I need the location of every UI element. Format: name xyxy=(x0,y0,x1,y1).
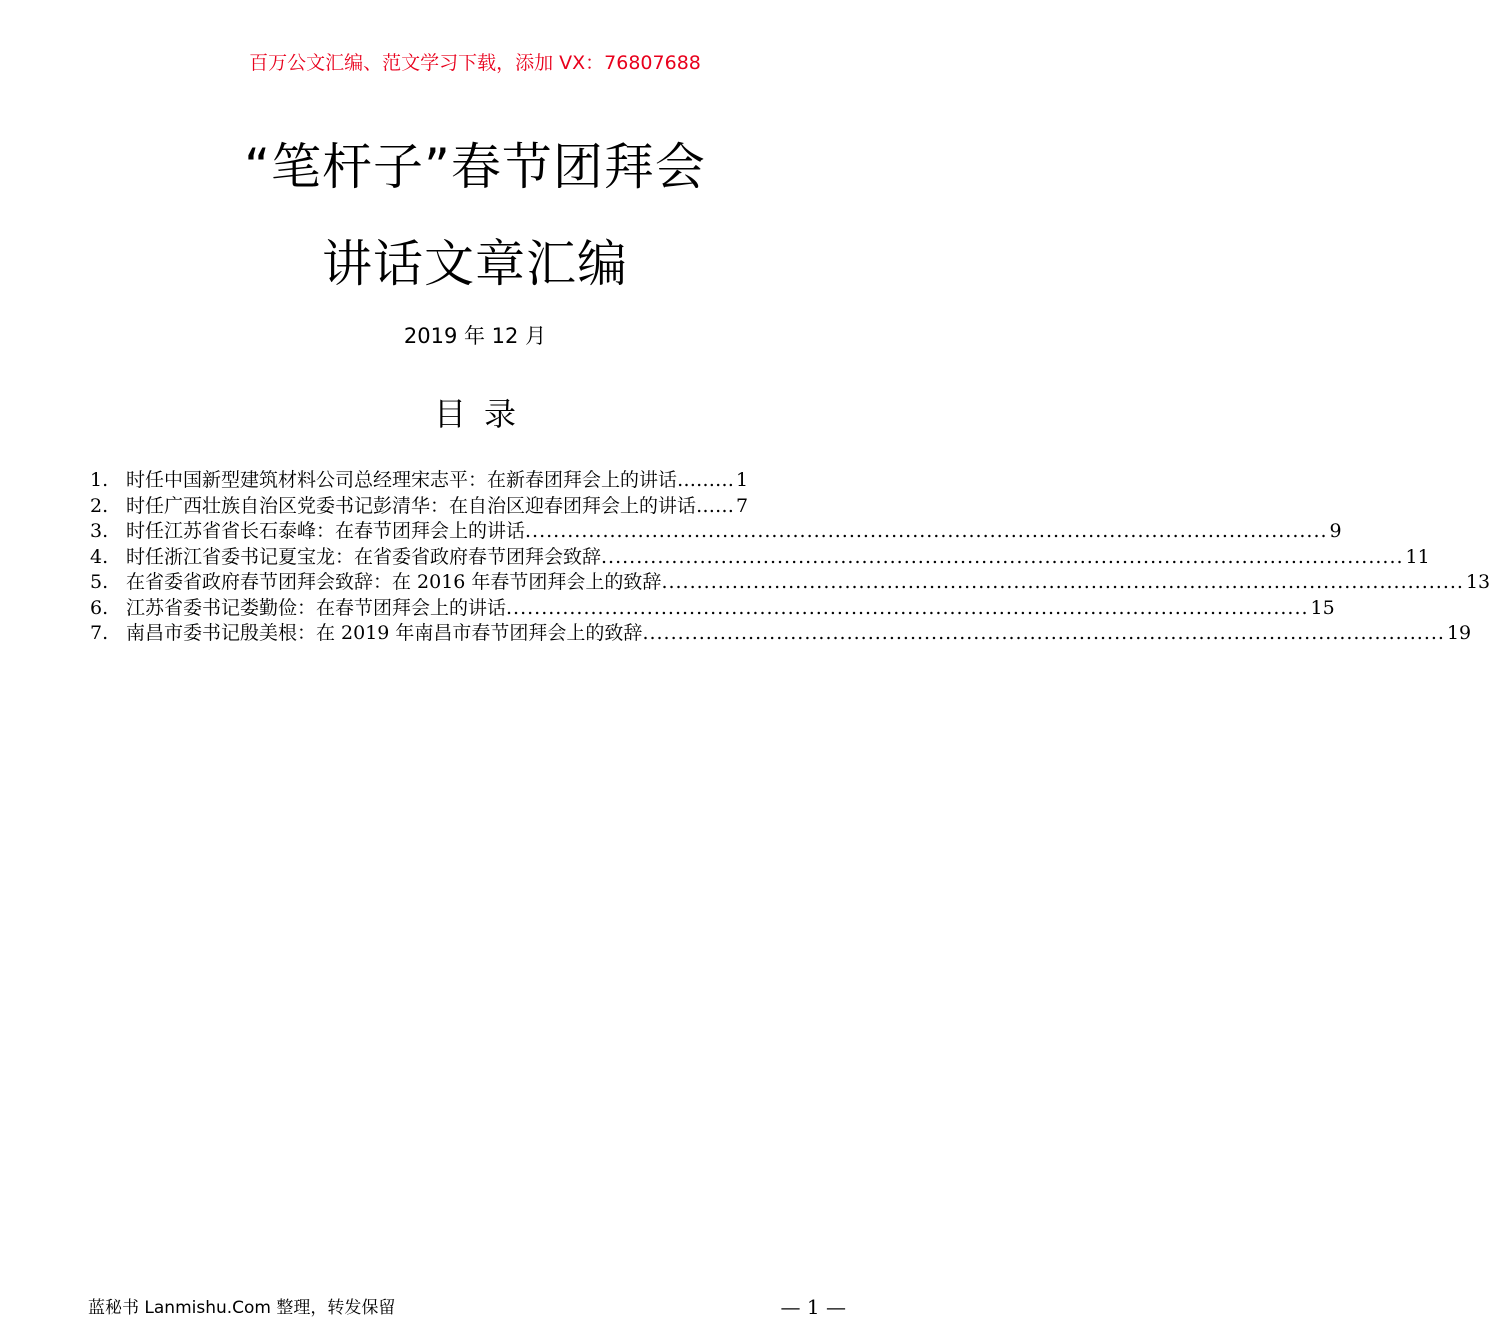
footer-page-number: — 1 — xyxy=(780,1295,846,1319)
toc-item-number: 5. xyxy=(90,571,109,593)
toc-item-leader: …… xyxy=(696,494,735,517)
toc-item-page: 13 xyxy=(1465,571,1490,593)
document-title-line-2: 讲话文章汇编 xyxy=(322,235,628,293)
toc-item[interactable] xyxy=(90,494,862,520)
toc-item[interactable] xyxy=(90,621,1472,647)
toc-item-number: 4. xyxy=(90,545,109,568)
toc-item[interactable] xyxy=(90,545,1430,571)
toc-item-leader: ……… xyxy=(677,469,735,491)
toc-item-page: 15 xyxy=(1310,596,1335,619)
table-of-contents xyxy=(90,468,1490,647)
toc-item-title: 时任中国新型建筑材料公司总经理宋志平：在新春团拜会上的讲话 xyxy=(126,469,678,491)
toc-item-number: 3. xyxy=(90,520,109,542)
toc-item-leader xyxy=(661,570,1464,596)
toc-item-page: 9 xyxy=(1329,520,1342,542)
document-title-line-1: “笔杆子”春节团拜会 xyxy=(244,138,706,196)
toc-item-leader xyxy=(506,596,1309,622)
toc-item-title: 江苏省委书记娄勤俭：在春节团拜会上的讲话 xyxy=(126,596,507,619)
toc-item-leader xyxy=(642,621,1445,647)
toc-item-leader xyxy=(525,519,1328,545)
header-banner: 百万公文汇编、范文学习下载，添加 VX：76807688 xyxy=(249,52,701,74)
toc-item-number: 2. xyxy=(90,494,109,517)
toc-item-page: 7 xyxy=(736,494,749,517)
toc-heading: 目录 xyxy=(433,395,534,433)
toc-item-title: 时任浙江省委书记夏宝龙：在省委省政府春节团拜会致辞 xyxy=(126,545,602,568)
toc-item-title: 南昌市委书记殷美根：在 2019 年南昌市春节团拜会上的致辞 xyxy=(126,622,643,644)
footer-credit: 蓝秘书 Lanmishu.Com 整理，转发保留 xyxy=(88,1298,396,1318)
toc-item-number: 1. xyxy=(90,469,109,491)
toc-item-page: 1 xyxy=(736,469,749,491)
toc-item[interactable] xyxy=(90,596,1335,622)
toc-item-leader xyxy=(601,545,1404,571)
toc-item-page: 11 xyxy=(1405,545,1430,568)
toc-item-title: 时任江苏省省长石泰峰：在春节团拜会上的讲话 xyxy=(126,520,526,542)
toc-item[interactable] xyxy=(90,519,1342,545)
toc-item-number: 6. xyxy=(90,596,109,619)
toc-item[interactable] xyxy=(90,570,1490,596)
toc-item-title: 时任广西壮族自治区党委书记彭清华：在自治区迎春团拜会上的讲话 xyxy=(126,494,697,517)
toc-item-title: 在省委省政府春节团拜会致辞：在 2016 年春节团拜会上的致辞 xyxy=(126,571,662,593)
document-date: 2019 年 12 月 xyxy=(403,324,547,348)
toc-item[interactable] xyxy=(90,468,862,494)
toc-item-number: 7. xyxy=(90,622,109,644)
toc-item-page: 19 xyxy=(1446,622,1472,644)
